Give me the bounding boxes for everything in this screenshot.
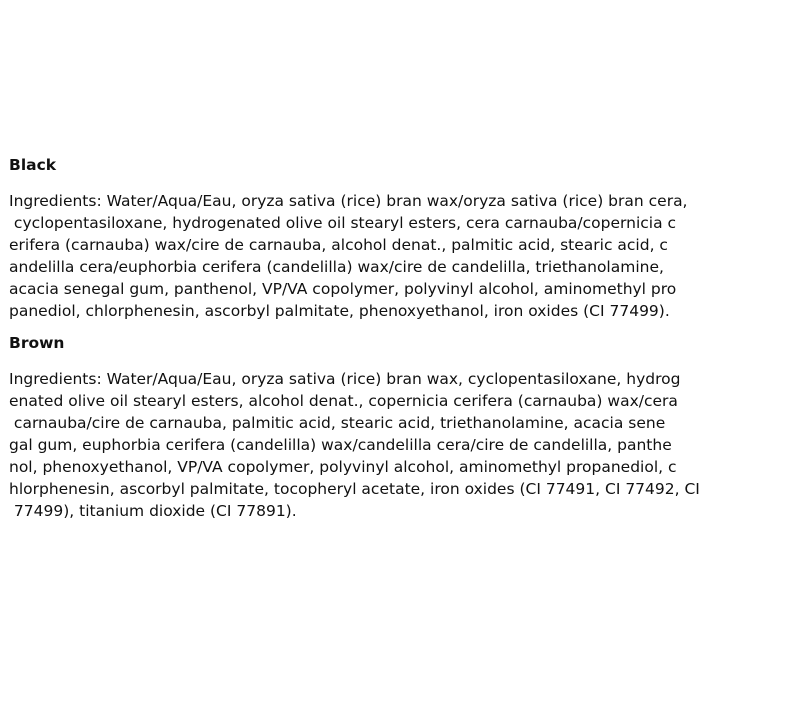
- ingredients-line: Ingredients: Water/Aqua/Eau, oryza sativa (rice) bran wax, cyclopentasiloxane, hydrog: [9, 370, 681, 388]
- ingredients-line: 77499), titanium dioxide (CI 77891).: [9, 502, 297, 520]
- section-heading-brown: Brown: [9, 334, 65, 352]
- ingredients-line: Ingredients: Water/Aqua/Eau, oryza sativa (rice) bran wax/oryza sativa (rice) bran cera,: [9, 192, 688, 210]
- ingredients-document: [9, 154, 795, 522]
- ingredients-line: acacia senegal gum, panthenol, VP/VA copolymer, polyvinyl alcohol, aminomethyl pro: [9, 280, 677, 298]
- ingredients-line: erifera (carnauba) wax/cire de carnauba, alcohol denat., palmitic acid, stearic acid, c: [9, 236, 668, 254]
- ingredients-line: hlorphenesin, ascorbyl palmitate, tocopheryl acetate, iron oxides (CI 77491, CI 77492, CI: [9, 480, 700, 498]
- ingredients-line: gal gum, euphorbia cerifera (candelilla) wax/candelilla cera/cire de candelilla, panthe: [9, 436, 672, 454]
- ingredients-text-black: [9, 190, 795, 322]
- ingredients-line: enated olive oil stearyl esters, alcohol denat., copernicia cerifera (carnauba) wax/cera: [9, 392, 678, 410]
- section-black: [9, 154, 795, 322]
- ingredients-line: carnauba/cire de carnauba, palmitic acid, stearic acid, triethanolamine, acacia sene: [9, 414, 666, 432]
- section-heading-black: Black: [9, 156, 57, 174]
- ingredients-line: andelilla cera/euphorbia cerifera (candelilla) wax/cire de candelilla, triethanolamine,: [9, 258, 664, 276]
- ingredients-line: cyclopentasiloxane, hydrogenated olive oil stearyl esters, cera carnauba/copernicia c: [9, 214, 677, 232]
- ingredients-line: nol, phenoxyethanol, VP/VA copolymer, polyvinyl alcohol, aminomethyl propanediol, c: [9, 458, 677, 476]
- ingredients-line: panediol, chlorphenesin, ascorbyl palmitate, phenoxyethanol, iron oxides (CI 77499).: [9, 302, 670, 320]
- ingredients-text-brown: [9, 368, 795, 522]
- section-brown: [9, 332, 795, 522]
